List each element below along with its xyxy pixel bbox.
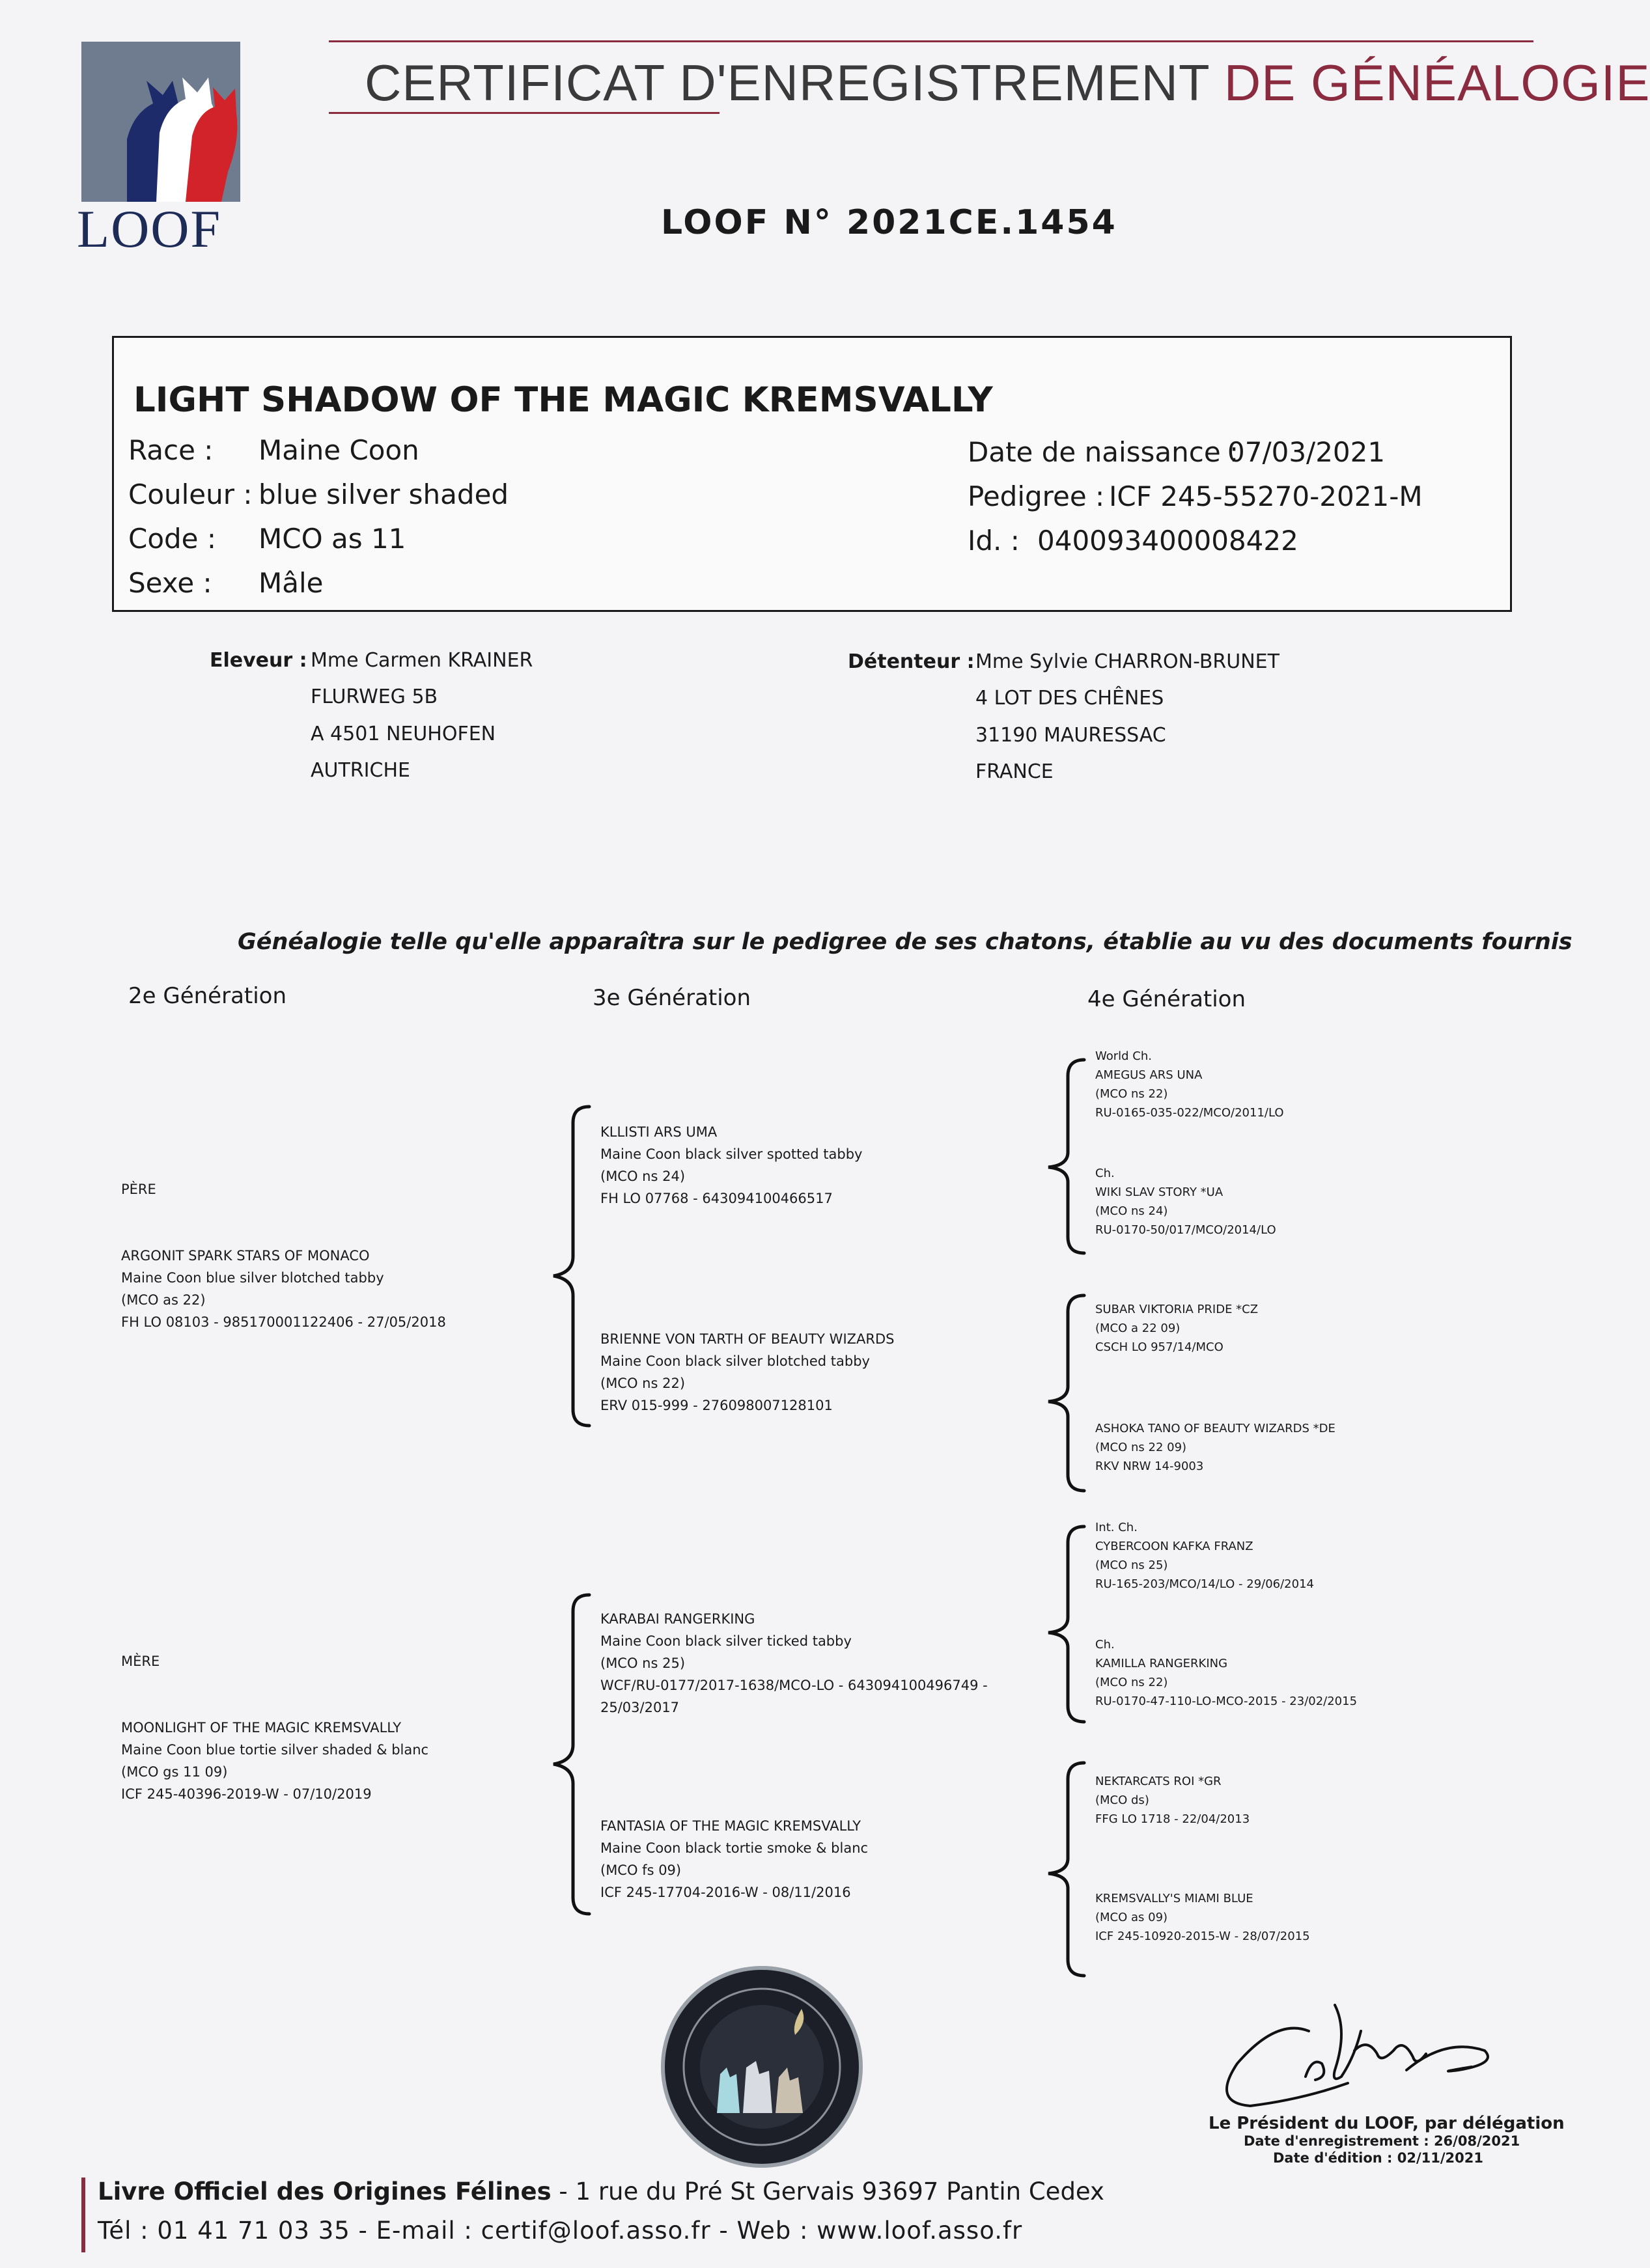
sexe-label: Sexe : — [128, 567, 212, 599]
pedigree-line: RU-165-203/MCO/14/LO - 29/06/2014 — [1095, 1577, 1314, 1591]
pedigree-line: Int. Ch. — [1095, 1521, 1138, 1534]
code-label: Code : — [128, 523, 217, 555]
gen3-heading: 3e Génération — [593, 985, 751, 1011]
footer-contact: Tél : 01 41 71 03 35 - E-mail : certif@loof.asso.fr - Web : www.loof.asso.fr — [98, 2217, 1023, 2245]
pedigree-line: Maine Coon black silver blotched tabby — [600, 1353, 870, 1369]
brace-gen4-1 — [1048, 1060, 1084, 1253]
dob-label: Date de naissance : — [968, 436, 1239, 468]
brace-gen4-4 — [1048, 1763, 1084, 1976]
brace-gen4-3 — [1048, 1527, 1084, 1722]
owner-line: 31190 MAURESSAC — [975, 724, 1166, 747]
pedigree-line: (MCO as 09) — [1095, 1911, 1168, 1924]
pedigree-line: MOONLIGHT OF THE MAGIC KREMSVALLY — [121, 1720, 402, 1736]
pedigree-line: (MCO as 22) — [121, 1292, 206, 1308]
pedigree-line: ERV 015-999 - 276098007128101 — [600, 1398, 833, 1413]
pedigree-line: RU-0165-035-022/MCO/2011/LO — [1095, 1106, 1284, 1120]
pedigree-line: (MCO ns 24) — [600, 1169, 686, 1184]
cat-name: LIGHT SHADOW OF THE MAGIC KREMSVALLY — [133, 380, 993, 420]
pedigree-line: (MCO ns 22) — [1095, 1087, 1168, 1101]
pedigree-line: (MCO ds) — [1095, 1793, 1149, 1807]
code-value: MCO as 11 — [259, 523, 406, 555]
pedigree-line: SUBAR VIKTORIA PRIDE *CZ — [1095, 1303, 1259, 1316]
pedigree-label: Pedigree : — [968, 480, 1105, 512]
pedigree-line: (MCO ns 25) — [1095, 1558, 1168, 1572]
pedigree-line: WIKI SLAV STORY *UA — [1095, 1185, 1224, 1199]
title-accent: DE GÉNÉALOGIE — [1224, 54, 1650, 111]
gen2-heading: 2e Génération — [128, 983, 287, 1009]
loof-seal — [661, 1966, 863, 2168]
dob-value: 07/03/2021 — [1227, 436, 1386, 468]
breeder-label: Eleveur : — [210, 649, 307, 672]
loof-logo-text: LOOF — [77, 199, 222, 258]
pedigree-line: KREMSVALLY'S MIAMI BLUE — [1095, 1892, 1253, 1905]
pedigree-line: Maine Coon black silver ticked tabby — [600, 1633, 852, 1649]
pedigree-line: (MCO ns 22) — [600, 1376, 686, 1391]
pedigree-line: (MCO ns 25) — [600, 1655, 686, 1671]
footer-address-text: - 1 rue du Pré St Gervais 93697 Pantin Cedex — [551, 2178, 1104, 2206]
footer-address — [98, 2178, 1104, 2206]
pedigree-line: ARGONIT SPARK STARS OF MONACO — [121, 1248, 370, 1264]
pedigree-line: NEKTARCATS ROI *GR — [1095, 1775, 1222, 1788]
registration-date: Date d'enregistrement : 26/08/2021 — [1244, 2133, 1520, 2149]
brace-gen4-2 — [1048, 1295, 1084, 1491]
pedigree-line: RKV NRW 14-9003 — [1095, 1459, 1204, 1473]
pedigree-line: (MCO ns 22 09) — [1095, 1441, 1187, 1454]
pedigree-line: (MCO gs 11 09) — [121, 1764, 228, 1780]
race-label: Race : — [128, 434, 214, 466]
breeder-line: FLURWEG 5B — [311, 685, 438, 708]
signature-title: Le Président du LOOF, par délégation — [1209, 2114, 1565, 2133]
pedigree-line: RU-0170-47-110-LO-MCO-2015 - 23/02/2015 — [1095, 1694, 1358, 1708]
couleur-label: Couleur : — [128, 478, 253, 510]
sexe-value: Mâle — [259, 567, 324, 599]
pere-label: PÈRE — [121, 1182, 156, 1197]
couleur-value: blue silver shaded — [259, 478, 509, 510]
breeder-line: AUTRICHE — [311, 759, 410, 782]
loof-number: LOOF N° 2021CE.1454 — [661, 203, 1117, 242]
owner-line: Mme Sylvie CHARRON-BRUNET — [975, 650, 1279, 673]
id-value: 040093400008422 — [1037, 525, 1298, 557]
pedigree-line: Ch. — [1095, 1167, 1115, 1180]
pedigree-line: (MCO ns 24) — [1095, 1204, 1168, 1218]
brace-gen3-sire — [553, 1107, 589, 1426]
owner-line: 4 LOT DES CHÊNES — [975, 687, 1164, 710]
pedigree-line: KAMILLA RANGERKING — [1095, 1657, 1228, 1670]
pedigree-line: BRIENNE VON TARTH OF BEAUTY WIZARDS — [600, 1331, 895, 1347]
pedigree-line: (MCO a 22 09) — [1095, 1321, 1181, 1335]
mere-label: MÈRE — [121, 1653, 160, 1669]
pedigree-line: RU-0170-50/017/MCO/2014/LO — [1095, 1223, 1276, 1237]
owner-line: FRANCE — [975, 760, 1054, 783]
pedigree-line: ICF 245-10920-2015-W - 28/07/2015 — [1095, 1929, 1310, 1943]
pedigree-line: Maine Coon blue tortie silver shaded & blanc — [121, 1742, 429, 1758]
genealogy-intro: Généalogie telle qu'elle apparaîtra sur le pedigree de ses chatons, établie au vu des documents fournis — [238, 929, 1573, 955]
pedigree-line: 25/03/2017 — [600, 1700, 680, 1715]
pedigree-line: World Ch. — [1095, 1049, 1153, 1063]
gen4-heading: 4e Génération — [1087, 986, 1246, 1012]
pedigree-line: AMEGUS ARS UNA — [1095, 1068, 1203, 1082]
pedigree-line: Ch. — [1095, 1638, 1115, 1652]
pedigree-line: (MCO fs 09) — [600, 1862, 682, 1878]
footer-org-name: Livre Officiel des Origines Félines — [98, 2178, 552, 2206]
pedigree-line: Maine Coon blue silver blotched tabby — [121, 1270, 384, 1286]
pedigree-line: FFG LO 1718 - 22/04/2013 — [1095, 1812, 1250, 1826]
pedigree-line: FH LO 08103 - 985170001122406 - 27/05/2018 — [121, 1314, 446, 1330]
pedigree-value: ICF 245-55270-2021-M — [1109, 480, 1423, 512]
id-label: Id. : — [968, 525, 1020, 557]
race-value: Maine Coon — [259, 434, 419, 466]
pedigree-line: KLLISTI ARS UMA — [600, 1124, 718, 1140]
brace-gen3-dam — [553, 1595, 589, 1914]
pedigree-line: Maine Coon black tortie smoke & blanc — [600, 1840, 869, 1856]
pedigree-line: (MCO ns 22) — [1095, 1676, 1168, 1689]
pedigree-line: FANTASIA OF THE MAGIC KREMSVALLY — [600, 1818, 861, 1834]
pedigree-line: FH LO 07768 - 643094100466517 — [600, 1191, 833, 1206]
pedigree-line: ASHOKA TANO OF BEAUTY WIZARDS *DE — [1095, 1422, 1335, 1435]
pedigree-line: ICF 245-17704-2016-W - 08/11/2016 — [600, 1885, 851, 1900]
footer-accent-bar — [81, 2178, 85, 2252]
pedigree-line: KARABAI RANGERKING — [600, 1611, 755, 1627]
owner-label: Détenteur : — [848, 650, 975, 673]
pedigree-line: CYBERCOON KAFKA FRANZ — [1095, 1540, 1253, 1553]
pedigree-line: CSCH LO 957/14/MCO — [1095, 1340, 1224, 1354]
pedigree-line: ICF 245-40396-2019-W - 07/10/2019 — [121, 1786, 372, 1802]
breeder-line: Mme Carmen KRAINER — [311, 649, 533, 672]
title-main: CERTIFICAT D'ENREGISTREMENT — [365, 54, 1210, 111]
edition-date: Date d'édition : 02/11/2021 — [1273, 2150, 1483, 2166]
breeder-line: A 4501 NEUHOFEN — [311, 723, 496, 745]
pedigree-line: WCF/RU-0177/2017-1638/MCO-LO - 643094100496749 - — [600, 1678, 988, 1693]
pedigree-line: Maine Coon black silver spotted tabby — [600, 1146, 863, 1162]
president-signature — [1198, 1992, 1537, 2116]
